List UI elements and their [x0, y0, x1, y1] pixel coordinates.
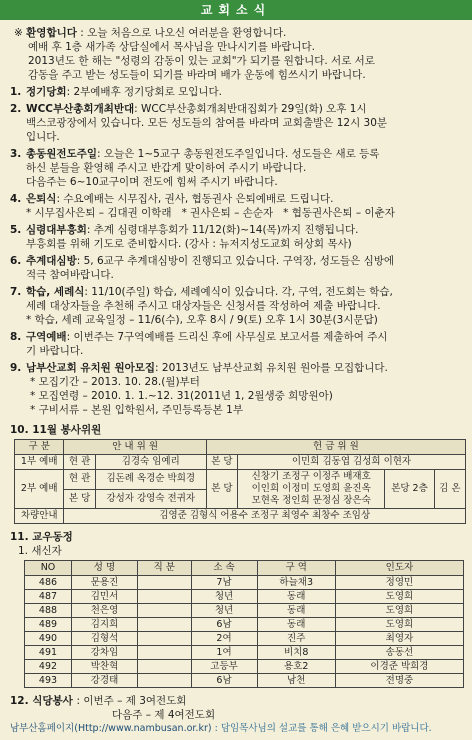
bulletin-title: 교회소식 — [200, 3, 272, 17]
news-item-2: 2. WCC부산총회개최반대: WCC부산총회개최반대집회가 29일(화) 오후 1시 백스코광장에서 있습니다. 모든 성도들의 참여를 바라며 교회출발은 12시 30분 입니다. — [10, 103, 388, 143]
table-row: 490 김형석 2여 진주 최영자 — [25, 632, 464, 646]
bulletin-header — [0, 0, 472, 20]
table-row: 486 문용진 7남 하늘채3 정영민 — [25, 576, 464, 590]
welcome-title: 환영합니다 — [26, 27, 77, 39]
table-row: 491 강차임 1여 비치8 송동선 — [25, 646, 464, 660]
news-item-1: 1. 정기당회: 2부예배후 정기당회로 모입니다. — [10, 86, 223, 98]
members-news-heading: 11. 교우동정 — [10, 531, 73, 543]
welcome-line-1: : 오늘 처음으로 나오신 여러분을 환영합니다. — [80, 27, 287, 39]
news-item-heading: 심령대부흥회 — [26, 224, 87, 236]
retire-list: * 시무집사은퇴 – 김대권 이학래 * 권사은퇴 – 손순자 * 협동권사은퇴 – 이춘자 — [26, 207, 395, 219]
news-item-5: 5. 심령대부흥회: 추계 심령대부흥회가 11/12(화)~14(목)까지 진행됩니다. 부흥회를 위해 기도로 준비합시다. (강사 : 뉴저지성도교회 허상회 목사) — [10, 224, 359, 250]
news-item-4: 4. 은퇴식: 수요예배는 시무집사, 권사, 협동권사 은퇴예배로 드립니다. * 시무집사은퇴 – 김대권 이학래 * 권사은퇴 – 손순자 * 협동권사은퇴 – 이춘자 — [10, 192, 465, 220]
news-item-heading: 구역예배 — [26, 331, 67, 343]
news-item-heading: 학습, 세례식 — [26, 286, 85, 298]
welcome-section — [14, 26, 465, 82]
news-item-7: 7. 학습, 세례식: 11/10(주일) 학습, 세례예식이 있습니다. 각, 구역, 전도회는 학습, 세례 대상자들을 추천해 주시고 대상자들은 신청서를 작성하여 제출 바랍니다. * 학습, 세례 교육일정 – 11/6(수), 오후 8시 / 9(토) 오후 1시 30분(3시문답) — [10, 285, 465, 327]
news-item-heading: 정기당회 — [26, 86, 67, 98]
news-item-heading: 총동원전도주일 — [26, 148, 98, 160]
news-item-8: 8. 구역예배: 이번주는 7구역예배를 드리신 후에 사무실로 보고서를 제출하여 주시 기 바랍니다. — [10, 331, 388, 357]
note-mark: ※ — [14, 27, 23, 39]
welcome-line-3: 2013년도 한 해는 "성령의 감동이 있는 교회"가 되기를 원합니다. 서로 서로 — [28, 55, 375, 67]
volunteers-heading: 10. 11월 봉사위원 — [10, 424, 102, 436]
news-item-6: 6. 추계대심방: 5, 6교구 추계대심방이 진행되고 있습니다. 구역장, 성도들은 심방에 적극 참여바랍니다. — [10, 255, 395, 281]
news-item-9: 9. 남부산교회 유치원 원아모집: 2013년도 남부산교회 유치원 원아를 모집합니다. * 모집기간 – 2013. 10. 28.(월)부터 * 모집연령 – 2010. 1. 1.~12. 31(2011년 1, 2월생중 희망원아) * 구비서류 – 본원 입학원서, 주민등록등본 1부 — [10, 362, 388, 416]
new-members-table: NO 성 명 직 분 소 속 구 역 인도자 486 문용진 7남 하늘채3 정영민 487 김민서 청년 동래 도영희 488 천은영 청년 동래 도영희 489 김지희 6남 동래 도영희 490 김형석 2여 진주 최영자 491 강차임 1여 비치8 송동선 492 박찬혁 고등부 용호2 이경준 박희경 493 강경태 6남 남천 전명중 — [24, 560, 464, 688]
table-row: 488 천은영 청년 동래 도영희 — [25, 604, 464, 618]
news-item-heading: 추계대심방 — [26, 255, 77, 267]
kitchen-service-next: 다음주 – 제 4여전도회 — [112, 709, 216, 721]
welcome-line-2: 예배 후 1층 새가족 상담실에서 목사님을 만나시기를 바랍니다. — [28, 41, 315, 53]
bulletin-content — [10, 26, 465, 722]
footer-message: : 담임목사님의 설교를 통해 은혜 받으시기 바랍니다. — [214, 723, 432, 734]
volunteers-table: 구 분 안 내 위 원 헌 금 위 원 1부 예배 현 관 김경숙 임예리 본 당 이민희 김동엽 김성희 이현자 2부 예배 현 관 김돈례 옥경순 박희경 본 당 신창기 조정구 이정주 배재호 이인희 이정미 도영희 윤진옥 모현옥 정인희 문정심 장은숙 본당 2층 김 온 본 당 강성자 강영숙 전귀자 차량안내 김영준 김형식 어용수 조정구 최영수 최창수 조임상 — [14, 439, 466, 524]
baptism-schedule: * 학습, 세례 교육일정 – 11/6(수), 오후 8시 / 9(토) 오후 1시 30분(3시문답) — [26, 314, 378, 326]
table-row: 493 강경태 6남 남천 전명중 — [25, 674, 464, 688]
homepage-link[interactable]: 남부산홈페이지(Http://www.nambusan.or.kr) — [10, 723, 212, 734]
welcome-line-4: 감동을 주고 받는 성도들이 되기를 바라며 배가 운동에 힘쓰시기 바랍니다. — [28, 69, 366, 81]
news-item-heading: 은퇴식 — [26, 193, 57, 205]
news-item-3: 3. 총동원전도주일: 오늘은 1~5교구 총동원전도주일입니다. 성도들은 새로 등록 하신 분들을 환영해 주시고 반갑게 맞이하여 주시기 바랍니다. 다음주는 6~10교구이며 전도에 힘써 주시기 바랍니다. — [10, 148, 380, 188]
kitchen-service: 12. 식당봉사 : 이번주 – 제 3여전도회 — [10, 695, 187, 707]
table-row: 489 김지희 6남 동래 도영희 — [25, 618, 464, 632]
news-item-heading: WCC부산총회개최반대 — [26, 103, 135, 115]
new-members-subheading: 1. 새신자 — [18, 545, 62, 557]
table-row: 487 김민서 청년 동래 도영희 — [25, 590, 464, 604]
news-item-heading: 남부산교회 유치원 원아모집 — [26, 362, 156, 374]
footer — [10, 722, 432, 736]
table-row: 492 박찬혁 고등부 용호2 이경준 박희경 — [25, 660, 464, 674]
